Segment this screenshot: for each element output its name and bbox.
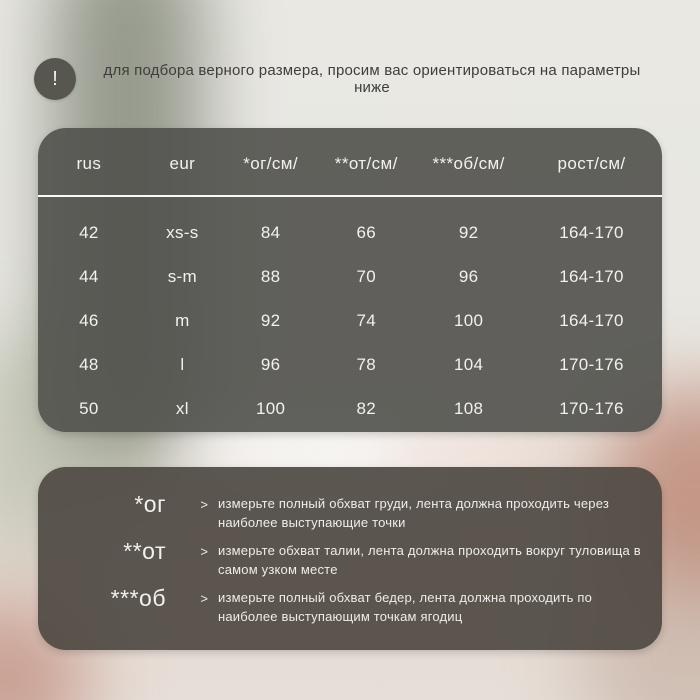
column-header-rus: rus [38, 128, 140, 196]
size-cell: 84 [260, 223, 281, 242]
arrow-right-icon: > [200, 591, 208, 606]
exclamation-icon [34, 58, 76, 100]
size-cell: xl [175, 399, 189, 418]
size-cell: l [180, 355, 185, 374]
note-description: измерьте полный обхват бедер, лента должна проходить по наиболее выступающим точкам ягодиц [218, 590, 593, 624]
size-cell: 164-170 [559, 311, 624, 330]
size-cell: 74 [356, 311, 377, 330]
size-cell: 104 [453, 355, 484, 374]
column-header-hips: ***об/см/ [416, 128, 521, 196]
size-table-body [38, 196, 662, 431]
size-cell: 46 [79, 311, 99, 330]
note-term: **от [123, 538, 166, 564]
note-term: *ог [134, 491, 166, 517]
size-cell: 78 [356, 355, 377, 374]
size-cell: 48 [79, 355, 99, 374]
size-cell: 108 [453, 399, 484, 418]
size-cell: 92 [260, 311, 281, 330]
size-cell: 82 [356, 399, 377, 418]
size-cell: 100 [256, 399, 286, 418]
size-table-panel [38, 128, 662, 432]
arrow-right-icon: > [200, 497, 208, 512]
size-cell: 96 [260, 355, 281, 374]
table-row [38, 299, 662, 343]
size-cell: 100 [453, 311, 484, 330]
measurement-notes-list [38, 467, 662, 626]
size-cell: 170-176 [559, 399, 624, 418]
note-term: ***об [110, 585, 166, 611]
column-header-eur: eur [140, 128, 225, 196]
note-item-chest [38, 491, 662, 532]
size-cell: 50 [79, 399, 99, 418]
size-cell: 42 [79, 223, 99, 242]
size-cell: 170-176 [559, 355, 624, 374]
exclamation-glyph: ! [52, 67, 58, 90]
note-description: измерьте обхват талии, лента должна проходить вокруг туловища в самом узком месте [218, 543, 641, 577]
table-row [38, 343, 662, 387]
size-cell: m [175, 311, 190, 330]
size-cell: 92 [458, 223, 479, 242]
size-cell: 96 [458, 267, 479, 286]
size-cell: 164-170 [559, 223, 624, 242]
size-cell: 164-170 [559, 267, 624, 286]
size-cell: 66 [356, 223, 377, 242]
size-cell: 44 [79, 267, 99, 286]
size-cell: 88 [260, 267, 281, 286]
header-row [38, 128, 662, 196]
size-cell: s-m [167, 267, 197, 286]
arrow-right-icon: > [200, 544, 208, 559]
table-row [38, 387, 662, 431]
column-header-height: рост/см/ [521, 128, 662, 196]
note-item-waist [38, 538, 662, 579]
size-cell: 70 [356, 267, 377, 286]
column-header-chest: *ог/см/ [225, 128, 316, 196]
note-item-hips [38, 585, 662, 626]
table-row [38, 196, 662, 255]
table-row [38, 255, 662, 299]
size-table-header [38, 128, 662, 196]
size-table [38, 128, 662, 431]
notice-text: для подбора верного размера, просим вас ориентироваться на параметры ниже [103, 62, 641, 96]
notice-banner [34, 58, 660, 100]
note-description: измерьте полный обхват груди, лента должна проходить через наиболее выступающие точки [218, 496, 610, 530]
measurement-notes-panel [38, 467, 662, 650]
size-cell: xs-s [166, 223, 199, 242]
column-header-waist: **от/см/ [316, 128, 416, 196]
